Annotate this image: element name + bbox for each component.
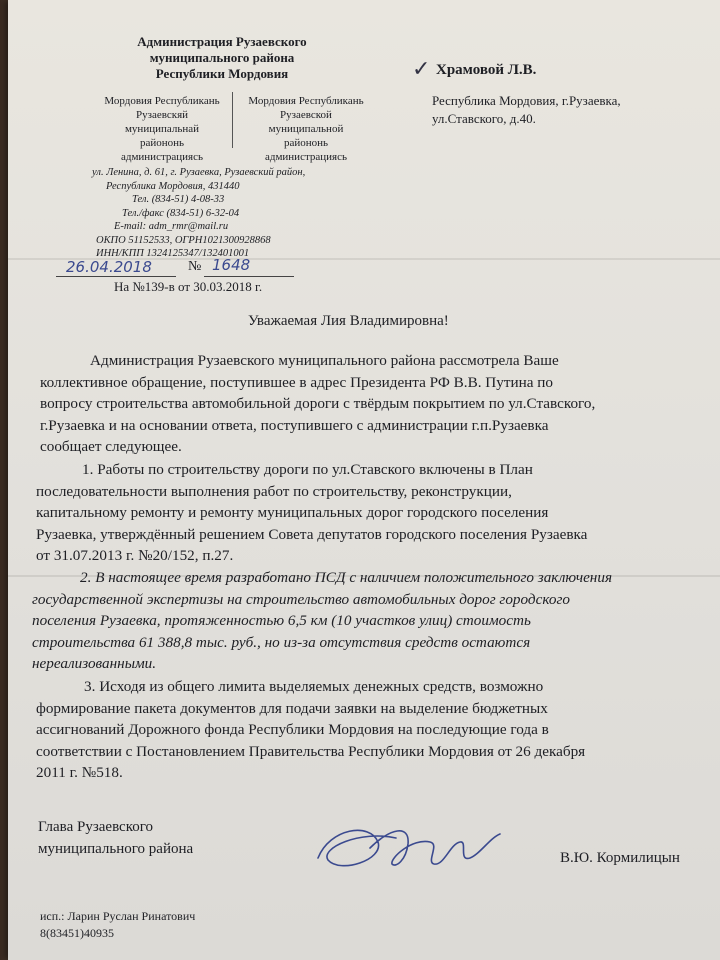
moksha-line: муниципальной <box>268 123 344 135</box>
greeting: Уважаемая Лия Владимировна! <box>248 313 449 329</box>
moksha-line: Мордовия Республикань <box>104 95 220 107</box>
paragraph-line: последовательности выполнения работ по строительству, реконструкции, <box>36 482 512 500</box>
number-sign: № <box>188 259 202 274</box>
paragraph-line: 2011 г. №518. <box>36 764 123 781</box>
org-line: Республики Мордовия <box>155 66 289 81</box>
paragraph-line: 1. Работы по строительству дороги по ул.Ставского включены в План <box>82 461 533 478</box>
executor-phone: 8(83451)40935 <box>40 926 114 940</box>
executor-info <box>40 908 195 942</box>
moksha-line: Рузаевской <box>280 109 332 121</box>
registration-number: 1648 <box>212 256 251 274</box>
paragraph-line: государственной экспертизы на строительство автомобильных дорог городского <box>32 590 570 608</box>
organization-title <box>92 34 352 82</box>
paragraph <box>40 350 595 458</box>
date-underline <box>56 276 176 277</box>
moksha-line: Рузаевскяй <box>135 109 189 121</box>
paragraph-line: Рузаевка, утверждённый решением Совета депутатов городского поселения Рузаевка <box>36 525 588 543</box>
executor-name: исп.: Ларин Руслан Ринатович <box>40 909 196 923</box>
recipient-name: Храмовой Л.В. <box>436 62 537 78</box>
paragraph-line: ассигнований Дорожного фонда Республики Мордовия на последующие года в <box>36 721 549 738</box>
org-line: муниципального района <box>149 50 295 65</box>
contact-line: ОКПО 51152533, ОГРН1021300928868 <box>96 234 271 246</box>
address-line: Республика Мордовия, г.Рузаевка, <box>432 93 621 108</box>
paragraph <box>36 459 587 567</box>
moksha-line: администрациясь <box>120 151 204 163</box>
contact-block <box>92 166 305 261</box>
signatory-title <box>38 816 193 860</box>
paragraph-line: коллективное обращение, поступившее в адрес Президента РФ В.В. Путина по <box>40 373 554 391</box>
signatory-title-line: Глава Рузаевского <box>38 819 154 835</box>
paragraph-line: строительства 61 388,8 тыс. руб., но из-за отсутствия средств остаются <box>32 633 531 651</box>
reference-line: На №139-в от 30.03.2018 г. <box>114 279 263 294</box>
org-line: Администрация Рузаевского <box>137 34 307 49</box>
paragraph-line: Администрация Рузаевского муниципального района рассмотрела Ваше <box>90 352 559 369</box>
recipient-address <box>432 92 621 128</box>
paragraph-line: сообщает следующее. <box>40 438 182 455</box>
moksha-name-left <box>92 94 232 164</box>
address-line: ул.Ставского, д.40. <box>432 111 536 126</box>
paragraph-line: нереализованными. <box>32 655 157 672</box>
paragraph-line: 3. Исходя из общего лимита выделяемых денежных средств, возможно <box>84 678 544 695</box>
moksha-line: администрациясь <box>264 151 348 163</box>
header-divider <box>232 92 233 148</box>
moksha-line: райононь <box>283 137 329 149</box>
paragraph-line: поселения Рузаевка, протяженностью 6,5 км (10 участков улиц) стоимость <box>32 612 531 629</box>
paragraph <box>36 676 585 784</box>
handwritten-signature <box>300 808 520 888</box>
contact-line: Тел./факс (834-51) 6-32-04 <box>122 207 240 219</box>
contact-line: ул. Ленина, д. 61, г. Рузаевка, Рузаевский район, <box>92 167 306 178</box>
signatory-title-line: муниципального района <box>38 841 194 857</box>
paragraph-line: 2. В настоящее время разработано ПСД с наличием положительного заключения <box>80 569 612 586</box>
moksha-line: Мордовия Республикань <box>248 95 364 107</box>
paragraph-line: г.Рузаевка и на основании ответа, поступившего с администрации г.п.Рузаевка <box>40 416 549 434</box>
paragraph-line: от 31.07.2013 г. №20/152, п.27. <box>36 547 234 564</box>
signatory-name: В.Ю. Кормилицын <box>560 850 680 866</box>
moksha-line: муниципальнай <box>124 123 200 135</box>
contact-line: Тел. (834-51) 4-08-33 <box>132 194 225 205</box>
paragraph-line: вопросу строительства автомобильной дороги с твёрдым покрытием по ул.Ставского, <box>40 395 596 412</box>
paragraph <box>32 567 612 675</box>
registration-date: 26.04.2018 <box>66 258 152 276</box>
paragraph-line: капитальному ремонту и ремонту муниципальных дорог городского поселения <box>36 504 549 521</box>
number-underline <box>204 276 294 277</box>
contact-line: E-mail: adm_rmr@mail.ru <box>114 221 229 232</box>
check-mark-icon: ✓ <box>412 56 431 81</box>
paragraph-line: соответствии с Постановлением Правительства Республики Мордовия от 26 декабря <box>36 742 586 760</box>
moksha-line: райононь <box>139 137 185 149</box>
contact-line: Республика Мордовия, 431440 <box>106 180 240 192</box>
contact-line: ИНН/КПП 1324125347/132401001 <box>96 248 250 259</box>
paragraph-line: формирование пакета документов для подачи заявки на выделение бюджетных <box>36 699 548 717</box>
moksha-name-right <box>236 94 376 164</box>
